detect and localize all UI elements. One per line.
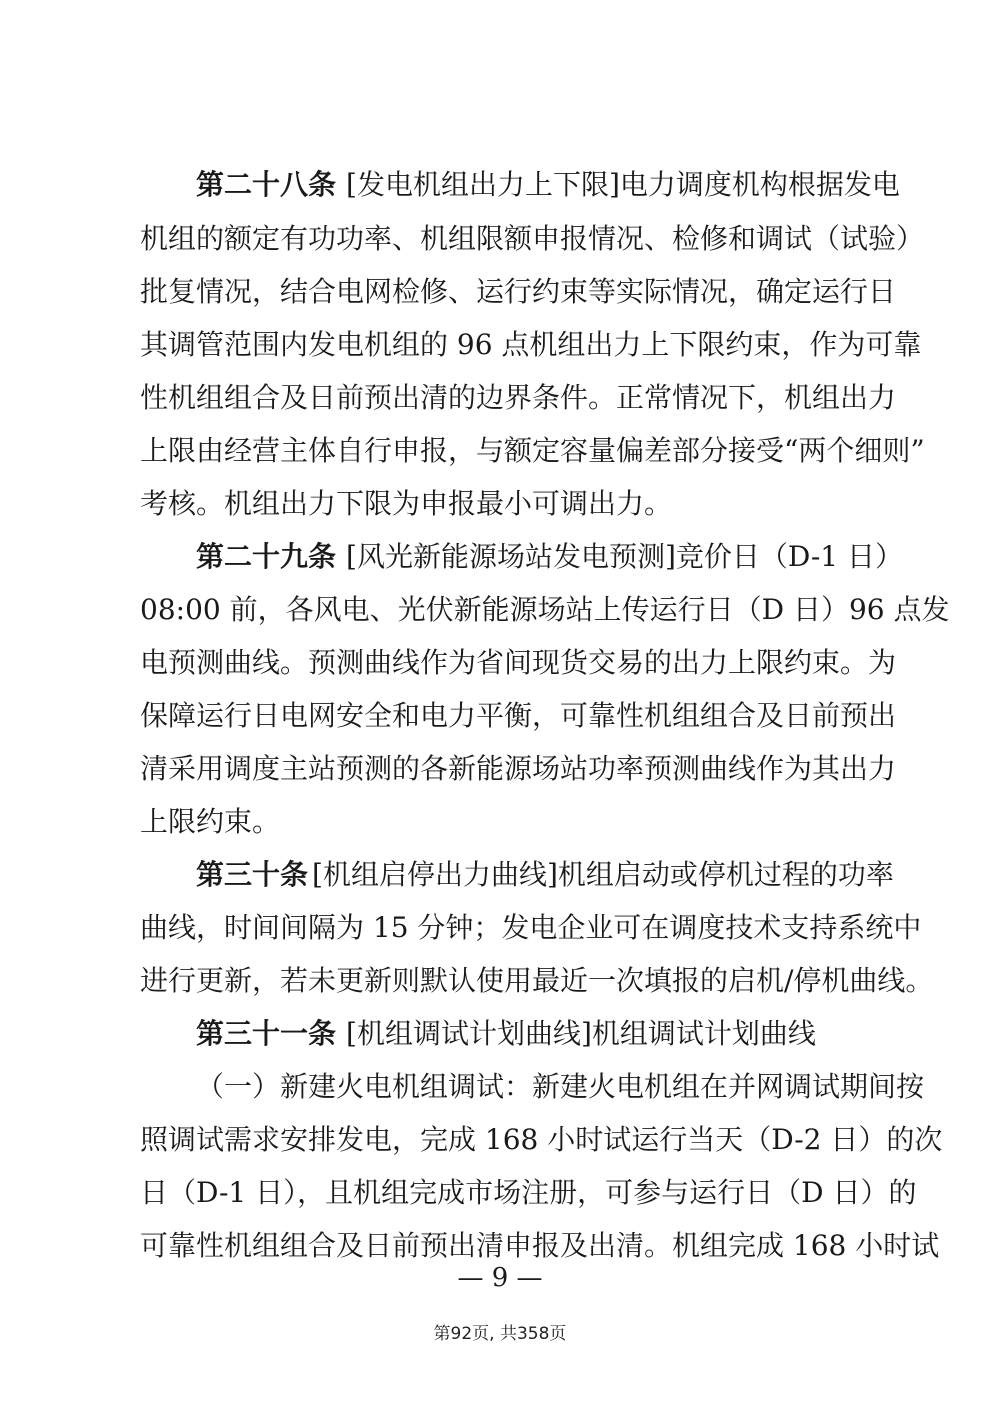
article-29-line-5: 清采用调度主站预测的各新能源场站功率预测曲线作为其出力 — [140, 752, 897, 785]
article-28-line-6: 上限由经营主体自行申报，与额定容量偏差部分接受“两个细则” — [140, 434, 925, 467]
article-29-line-1: 第二十九条 [风光新能源场站发电预测]竞价日（D-1 日） — [196, 540, 904, 573]
article-31-title: 第三十一条 — [196, 1017, 337, 1050]
article-28-line-1: 第二十八条 [发电机组出力上下限]电力调度机构根据发电 — [196, 168, 900, 201]
article-28-line-5: 性机组组合及日前预出清的边界条件。正常情况下，机组出力 — [140, 381, 897, 414]
article-30-line-2: 曲线，时间间隔为 15 分钟；发电企业可在调度技术支持系统中 — [140, 911, 922, 944]
article-28-line-4: 其调管范围内发电机组的 96 点机组出力上下限约束，作为可靠 — [140, 328, 922, 361]
article-28-line-7: 考核。机组出力下限为申报最小可调出力。 — [140, 487, 673, 520]
article-28-title: 第二十八条 — [196, 168, 337, 201]
article-30-line-1: 第三十条 [机组启停出力曲线]机组启动或停机过程的功率 — [196, 858, 894, 891]
article-29-title: 第二十九条 — [196, 540, 337, 573]
article-29-line-6: 上限约束。 — [140, 805, 281, 838]
article-31-line-1: 第三十一条 [机组调试计划曲线]机组调试计划曲线 — [196, 1017, 816, 1050]
article-29-line-4: 保障运行日电网安全和电力平衡，可靠性机组组合及日前预出 — [140, 699, 897, 732]
item-1-line-2: 照调试需求安排发电，完成 168 小时试运行当天（D-2 日）的次 — [140, 1123, 943, 1156]
article-30-line-3: 进行更新，若未更新则默认使用最近一次填报的启机/停机曲线。 — [140, 964, 934, 997]
article-30-title: 第三十条 — [196, 858, 309, 891]
article-28-line-3: 批复情况，结合电网检修、运行约束等实际情况，确定运行日 — [140, 275, 897, 308]
article-29-line-3: 电预测曲线。预测曲线作为省间现货交易的出力上限约束。为 — [140, 646, 897, 679]
article-29-line-2: 08:00 前，各风电、光伏新能源场站上传运行日（D 日）96 点发 — [140, 593, 950, 626]
item-1-line-1: （一）新建火电机组调试：新建火电机组在并网调试期间按 — [196, 1070, 925, 1103]
article-28-line-2: 机组的额定有功功率、机组限额申报情况、检修和调试（试验） — [140, 222, 925, 255]
item-1-line-3: 日（D-1 日），且机组完成市场注册，可参与运行日（D 日）的 — [140, 1176, 917, 1209]
page-footer: 第92页, 共358页 — [433, 1324, 567, 1344]
page-number: — 9 — — [457, 1263, 543, 1293]
item-1-line-4: 可靠性机组组合及日前预出清申报及出清。机组完成 168 小时试 — [140, 1229, 940, 1262]
